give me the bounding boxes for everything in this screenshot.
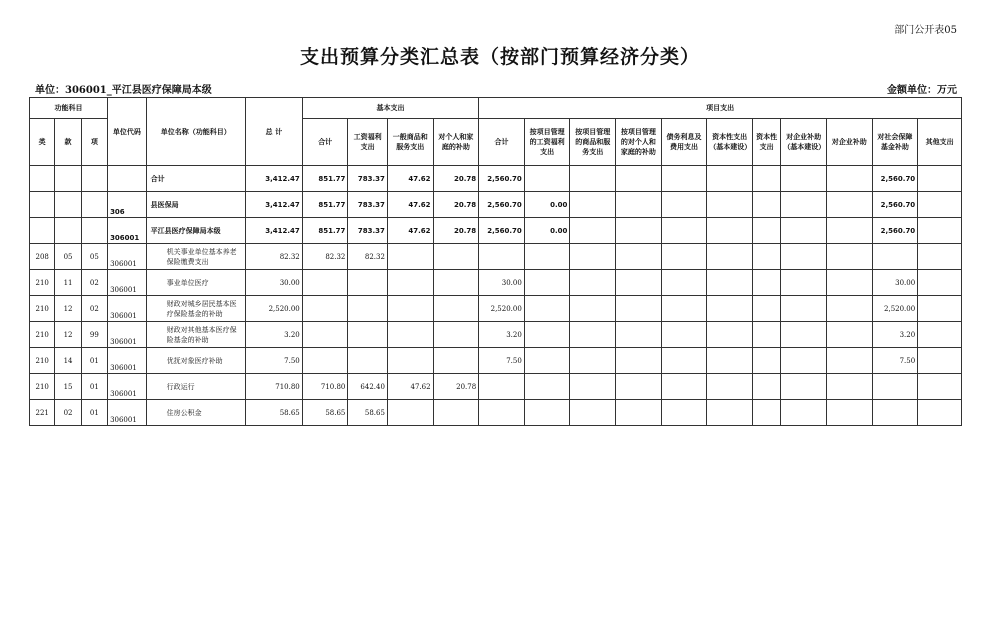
cell-p-subsidy (616, 322, 662, 348)
cell-p-other (918, 166, 962, 192)
cell-p-other (918, 244, 962, 270)
cell-b-sum (302, 348, 348, 374)
cell-b-wage: 783.37 (348, 218, 388, 244)
cell-b-wage: 58.65 (348, 400, 388, 426)
cell-b-sum (302, 296, 348, 322)
col-project-enterprise: 对企业补助 (826, 119, 872, 166)
cell-kuan: 11 (55, 270, 81, 296)
cell-b-goods: 47.62 (387, 166, 433, 192)
cell-p-sum: 2,560.70 (479, 192, 525, 218)
table-row (30, 348, 962, 374)
cell-name: 优抚对象医疗补助 (146, 348, 245, 374)
cell-total: 3,412.47 (245, 218, 302, 244)
cell-p-sum (479, 400, 525, 426)
cell-p-capital-basic (707, 218, 753, 244)
cell-p-ent (826, 296, 872, 322)
col-total: 总 计 (245, 98, 302, 166)
cell-p-capital-basic (707, 322, 753, 348)
col-basic-goods: 一般商品和服务支出 (387, 119, 433, 166)
col-basic-wage: 工资福利支出 (348, 119, 388, 166)
cell-p-ent-basic (781, 296, 827, 322)
col-project-capital: 资本性支出 (752, 119, 780, 166)
cell-p-other (918, 400, 962, 426)
cell-p-goods (570, 192, 616, 218)
cell-xiang: 02 (81, 270, 107, 296)
cell-lei: 208 (30, 244, 55, 270)
cell-p-capital-basic (707, 166, 753, 192)
cell-total: 7.50 (245, 348, 302, 374)
cell-p-other (918, 348, 962, 374)
cell-xiang (81, 218, 107, 244)
cell-p-ent-basic (781, 166, 827, 192)
cell-kuan: 12 (55, 296, 81, 322)
cell-p-ent (826, 374, 872, 400)
cell-total: 710.80 (245, 374, 302, 400)
cell-total: 30.00 (245, 270, 302, 296)
cell-xiang: 05 (81, 244, 107, 270)
cell-code: 306001 (108, 218, 147, 244)
cell-code: 306001 (108, 322, 147, 348)
cell-p-other (918, 270, 962, 296)
cell-b-subsidy: 20.78 (433, 192, 479, 218)
cell-p-wage (524, 322, 570, 348)
cell-p-debt (661, 192, 707, 218)
cell-p-wage (524, 348, 570, 374)
cell-p-wage (524, 270, 570, 296)
cell-p-goods (570, 322, 616, 348)
table-row (30, 374, 962, 400)
cell-lei: 210 (30, 374, 55, 400)
cell-p-ent-basic (781, 244, 827, 270)
cell-p-social: 2,520.00 (872, 296, 918, 322)
col-basic-group: 基本支出 (302, 98, 478, 119)
cell-p-other (918, 322, 962, 348)
cell-p-capital-basic (707, 192, 753, 218)
cell-b-goods (387, 296, 433, 322)
cell-name: 财政对其他基本医疗保险基金的补助 (146, 322, 245, 348)
table-number-label: 部门公开表05 (894, 25, 957, 36)
cell-b-goods (387, 244, 433, 270)
cell-p-sum: 7.50 (479, 348, 525, 374)
cell-b-subsidy (433, 348, 479, 374)
col-unit-code: 单位代码 (108, 98, 147, 166)
cell-p-social (872, 244, 918, 270)
cell-b-sum: 851.77 (302, 166, 348, 192)
amount-unit-label: 金额单位：万元 (887, 85, 957, 96)
cell-p-ent (826, 218, 872, 244)
cell-p-capital (752, 296, 780, 322)
cell-kuan (55, 166, 81, 192)
cell-b-sum: 851.77 (302, 192, 348, 218)
col-xiang: 项 (81, 119, 107, 166)
cell-p-subsidy (616, 270, 662, 296)
cell-code: 306001 (108, 374, 147, 400)
cell-p-sum: 2,560.70 (479, 166, 525, 192)
cell-p-debt (661, 322, 707, 348)
col-project-capital-basic: 资本性支出（基本建设） (707, 119, 753, 166)
cell-p-goods (570, 166, 616, 192)
cell-code: 306001 (108, 400, 147, 426)
cell-p-capital-basic (707, 270, 753, 296)
cell-p-ent (826, 322, 872, 348)
cell-code (108, 166, 147, 192)
cell-b-wage (348, 348, 388, 374)
cell-kuan (55, 192, 81, 218)
cell-p-debt (661, 348, 707, 374)
cell-name: 财政对城乡居民基本医疗保险基金的补助 (146, 296, 245, 322)
cell-p-sum: 3.20 (479, 322, 525, 348)
cell-p-social: 2,560.70 (872, 166, 918, 192)
cell-name: 平江县医疗保障局本级 (146, 218, 245, 244)
cell-b-subsidy (433, 322, 479, 348)
cell-p-capital-basic (707, 374, 753, 400)
cell-p-debt (661, 218, 707, 244)
cell-total: 3,412.47 (245, 192, 302, 218)
cell-name: 行政运行 (146, 374, 245, 400)
cell-p-ent-basic (781, 374, 827, 400)
table-row (30, 296, 962, 322)
cell-code: 306 (108, 192, 147, 218)
cell-lei (30, 218, 55, 244)
cell-lei (30, 192, 55, 218)
budget-table (29, 97, 962, 426)
cell-p-debt (661, 166, 707, 192)
cell-p-ent (826, 192, 872, 218)
col-project-social: 对社会保障基金补助 (872, 119, 918, 166)
cell-p-sum: 2,520.00 (479, 296, 525, 322)
cell-b-goods (387, 400, 433, 426)
cell-p-ent (826, 348, 872, 374)
cell-p-goods (570, 400, 616, 426)
cell-name: 县医保局 (146, 192, 245, 218)
cell-p-social (872, 400, 918, 426)
cell-p-social: 7.50 (872, 348, 918, 374)
cell-b-wage: 642.40 (348, 374, 388, 400)
cell-p-social: 30.00 (872, 270, 918, 296)
cell-p-ent (826, 244, 872, 270)
cell-b-sum (302, 322, 348, 348)
col-project-subsidy: 按项目管理的对个人和家庭的补助 (616, 119, 662, 166)
cell-p-subsidy (616, 166, 662, 192)
cell-p-wage (524, 296, 570, 322)
col-project-sum: 合计 (479, 119, 525, 166)
cell-p-goods (570, 244, 616, 270)
cell-b-wage: 783.37 (348, 166, 388, 192)
cell-b-wage: 783.37 (348, 192, 388, 218)
cell-p-capital (752, 244, 780, 270)
cell-b-wage (348, 322, 388, 348)
cell-b-goods: 47.62 (387, 192, 433, 218)
cell-p-other (918, 296, 962, 322)
cell-b-subsidy (433, 270, 479, 296)
cell-b-sum (302, 270, 348, 296)
col-project-goods: 按项目管理的商品和服务支出 (570, 119, 616, 166)
cell-p-subsidy (616, 296, 662, 322)
table-row (30, 192, 962, 218)
col-kuan: 款 (55, 119, 81, 166)
cell-kuan: 12 (55, 322, 81, 348)
col-basic-sum: 合计 (302, 119, 348, 166)
col-unit-name: 单位名称（功能科目） (146, 98, 245, 166)
col-project-wage: 按项目管理的工资福利支出 (524, 119, 570, 166)
cell-b-subsidy: 20.78 (433, 218, 479, 244)
cell-p-capital-basic (707, 244, 753, 270)
cell-p-ent-basic (781, 218, 827, 244)
cell-p-sum: 2,560.70 (479, 218, 525, 244)
cell-name: 住房公积金 (146, 400, 245, 426)
cell-name: 机关事业单位基本养老保险缴费支出 (146, 244, 245, 270)
cell-p-goods (570, 374, 616, 400)
cell-b-goods (387, 322, 433, 348)
cell-p-other (918, 374, 962, 400)
cell-b-sum: 710.80 (302, 374, 348, 400)
cell-b-sum: 851.77 (302, 218, 348, 244)
col-project-other: 其他支出 (918, 119, 962, 166)
cell-b-goods (387, 348, 433, 374)
cell-b-subsidy (433, 244, 479, 270)
cell-p-subsidy (616, 400, 662, 426)
table-row (30, 322, 962, 348)
cell-b-sum: 82.32 (302, 244, 348, 270)
cell-lei: 210 (30, 322, 55, 348)
cell-xiang: 01 (81, 374, 107, 400)
cell-p-other (918, 192, 962, 218)
cell-b-subsidy (433, 400, 479, 426)
cell-p-sum: 30.00 (479, 270, 525, 296)
cell-p-capital-basic (707, 296, 753, 322)
cell-b-wage: 82.32 (348, 244, 388, 270)
table-row (30, 218, 962, 244)
cell-p-ent-basic (781, 192, 827, 218)
cell-xiang: 01 (81, 400, 107, 426)
cell-p-wage (524, 400, 570, 426)
cell-p-social: 2,560.70 (872, 218, 918, 244)
cell-p-goods (570, 270, 616, 296)
cell-lei: 210 (30, 296, 55, 322)
cell-total: 2,520.00 (245, 296, 302, 322)
cell-p-subsidy (616, 244, 662, 270)
cell-total: 3.20 (245, 322, 302, 348)
cell-total: 82.32 (245, 244, 302, 270)
cell-p-debt (661, 244, 707, 270)
cell-p-capital (752, 374, 780, 400)
cell-p-capital-basic (707, 400, 753, 426)
cell-p-capital (752, 322, 780, 348)
cell-p-ent (826, 400, 872, 426)
cell-p-subsidy (616, 348, 662, 374)
unit-label: 单位：306001_平江县医疗保障局本级 (35, 85, 212, 96)
cell-code: 306001 (108, 348, 147, 374)
cell-kuan: 15 (55, 374, 81, 400)
cell-p-debt (661, 270, 707, 296)
cell-p-goods (570, 296, 616, 322)
cell-p-wage (524, 166, 570, 192)
cell-total: 58.65 (245, 400, 302, 426)
cell-p-capital (752, 192, 780, 218)
cell-lei: 221 (30, 400, 55, 426)
col-project-debt: 债务利息及费用支出 (661, 119, 707, 166)
cell-p-wage: 0.00 (524, 218, 570, 244)
cell-p-capital-basic (707, 348, 753, 374)
cell-p-debt (661, 374, 707, 400)
cell-kuan (55, 218, 81, 244)
cell-p-other (918, 218, 962, 244)
cell-p-goods (570, 218, 616, 244)
page-title: 支出预算分类汇总表（按部门预算经济分类） (299, 46, 700, 68)
cell-p-social (872, 374, 918, 400)
cell-p-goods (570, 348, 616, 374)
cell-p-sum (479, 374, 525, 400)
cell-b-wage (348, 270, 388, 296)
cell-b-subsidy: 20.78 (433, 374, 479, 400)
cell-xiang (81, 192, 107, 218)
cell-p-subsidy (616, 374, 662, 400)
cell-p-ent-basic (781, 270, 827, 296)
cell-code: 306001 (108, 296, 147, 322)
cell-p-debt (661, 296, 707, 322)
cell-b-goods: 47.62 (387, 374, 433, 400)
cell-p-social: 2,560.70 (872, 192, 918, 218)
cell-p-capital (752, 166, 780, 192)
cell-p-capital (752, 348, 780, 374)
col-func-group: 功能科目 (30, 98, 108, 119)
cell-lei: 210 (30, 348, 55, 374)
cell-total: 3,412.47 (245, 166, 302, 192)
cell-name: 合计 (146, 166, 245, 192)
cell-p-sum (479, 244, 525, 270)
col-project-enterprise-basic: 对企业补助（基本建设） (781, 119, 827, 166)
cell-b-goods: 47.62 (387, 218, 433, 244)
cell-b-goods (387, 270, 433, 296)
cell-b-sum: 58.65 (302, 400, 348, 426)
cell-p-wage (524, 244, 570, 270)
cell-kuan: 05 (55, 244, 81, 270)
cell-p-capital (752, 270, 780, 296)
cell-code: 306001 (108, 244, 147, 270)
cell-p-debt (661, 400, 707, 426)
cell-b-subsidy: 20.78 (433, 166, 479, 192)
cell-p-subsidy (616, 218, 662, 244)
cell-p-subsidy (616, 192, 662, 218)
cell-p-social: 3.20 (872, 322, 918, 348)
cell-p-wage (524, 374, 570, 400)
cell-kuan: 02 (55, 400, 81, 426)
cell-lei (30, 166, 55, 192)
cell-code: 306001 (108, 270, 147, 296)
cell-p-wage: 0.00 (524, 192, 570, 218)
col-project-group: 项目支出 (479, 98, 962, 119)
cell-p-ent (826, 270, 872, 296)
col-lei: 类 (30, 119, 55, 166)
table-row (30, 244, 962, 270)
cell-name: 事业单位医疗 (146, 270, 245, 296)
cell-b-wage (348, 296, 388, 322)
cell-xiang: 99 (81, 322, 107, 348)
cell-kuan: 14 (55, 348, 81, 374)
table-row (30, 166, 962, 192)
table-row (30, 270, 962, 296)
cell-p-ent-basic (781, 348, 827, 374)
cell-p-ent-basic (781, 400, 827, 426)
col-basic-subsidy: 对个人和家庭的补助 (433, 119, 479, 166)
cell-p-ent (826, 166, 872, 192)
cell-b-subsidy (433, 296, 479, 322)
cell-p-ent-basic (781, 322, 827, 348)
cell-lei: 210 (30, 270, 55, 296)
cell-xiang (81, 166, 107, 192)
table-row (30, 400, 962, 426)
cell-xiang: 02 (81, 296, 107, 322)
cell-p-capital (752, 400, 780, 426)
cell-xiang: 01 (81, 348, 107, 374)
cell-p-capital (752, 218, 780, 244)
